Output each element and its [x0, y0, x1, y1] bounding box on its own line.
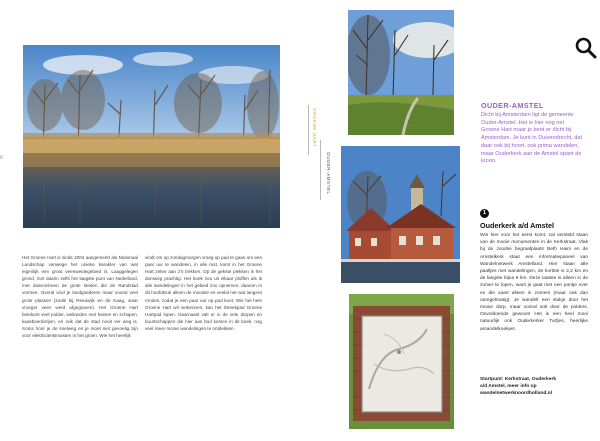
lake-photo: [23, 45, 280, 228]
park-photo: [348, 10, 454, 135]
section-title: OUDER-AMSTEL: [481, 101, 544, 110]
spine-section-label: OUDER-AMSTEL: [326, 152, 331, 195]
entry-title: Ouderkerk a/d Amstel: [480, 221, 555, 230]
village-houses-photo: [341, 146, 460, 283]
start-info-line-2: a/d Amstel, meer info op: [480, 384, 537, 390]
start-info: [480, 376, 590, 398]
left-column-1: Het Groene Hart is sinds 2004 aangemerkt als Nationaal Landschap vanwege het unieke karakter van wat eigenlijk een groot veenweidegebied is. Laaggelegen grond, met daarin zelfs het laagste punt van Nederland, met daaromheen de grote steden die de Randstad vormen. Overal vind je landgoederen maar vooral veel grote plassen (zoals bij Reeuwijk en de Kaag, waar vroeger veen werd afgegraven). Het Groene Hart betekent veel polder, weilanden met koeien en schapen, kaasboerderijen, en ook dat de stad nooit ver weg is. Soms hoor je de snelweg en je moet niet gevoelig zijn voor elektriciteitsmasten in het groen. Wie het heerlijk: [22, 255, 138, 339]
start-info-line-1: Startpunt: Kerkstraat, Ouderkerk: [480, 377, 557, 382]
spine-rule-right: [320, 140, 321, 200]
map-panel-photo: [349, 294, 454, 429]
left-column-2: vindt om op zondagmorgen vroeg op pad te gaan om een paar uur te wandelen, in alle rust, komt in het Groene Hart zeker aan z'n trekken. Op de gekste plekken is het domweg prachtig. Het boek zou uit elkaar ploffen als ik alle wandelingen in het gebied zou opnemen, daarom in dit hoofdstuk alleen de mooiste en veelal net wat langere rondes, zodat je een paar uur op pad kunt. Wie het hele Groene Hart wil verkennen, kan het Streekpad Groene Hartpad lopen. Daarnaast valt er in de vele dorpen en buurtschappen die hier aan bod komen in dit boek, nog veel meer mooie wandelingen te ontdekken.: [145, 255, 262, 331]
search-icon[interactable]: [574, 36, 598, 60]
section-intro: Dicht bij Amsterdam ligt de gemeente Ouder-Amstel. Het is hier nog net Groene Hart maar je bent er dicht bij Amsterdam. Je kunt in Duivendrecht, dat daar ook bij hoort, ook prima wandelen, maar Ouderkerk aan de Amstel spant de kroon.: [481, 112, 583, 165]
entry-body: Wie hier voor het eerst komt, zal versteld staan van de mooie monumenten in de Kerkstraat. Vlak bij de Joodse begraafplaats Beth Haim en de Amstelkerk staat een informatiepaneel van Wandelnetwerk Amstelland. Hier staan alle paaltjes met wandelingen, de kortste is 2,2 km en de langste bijna 9 km. Deze laatste is alleen in de zomer te lopen, want je gaat met een pontje over en die vaart alleen in zomers (maar ook dan onregelmatig). Je wandelt een stukje door het mooie dorp, maar vooral ook door de polders. Onvoldoende gewoon! Het is een heel mooi natuurlijk ook Ouderkerker Turfjes, heerlijke amandelkoekjes.: [480, 233, 588, 332]
page-marker: 8: [0, 155, 3, 161]
start-info-link[interactable]: wandelnetwerknoordholland.nl: [480, 391, 553, 397]
spine-rule-left: [308, 105, 309, 155]
entry-number-badge: 1: [480, 209, 489, 218]
spine-chapter-label: GROENE HART: [312, 108, 317, 148]
